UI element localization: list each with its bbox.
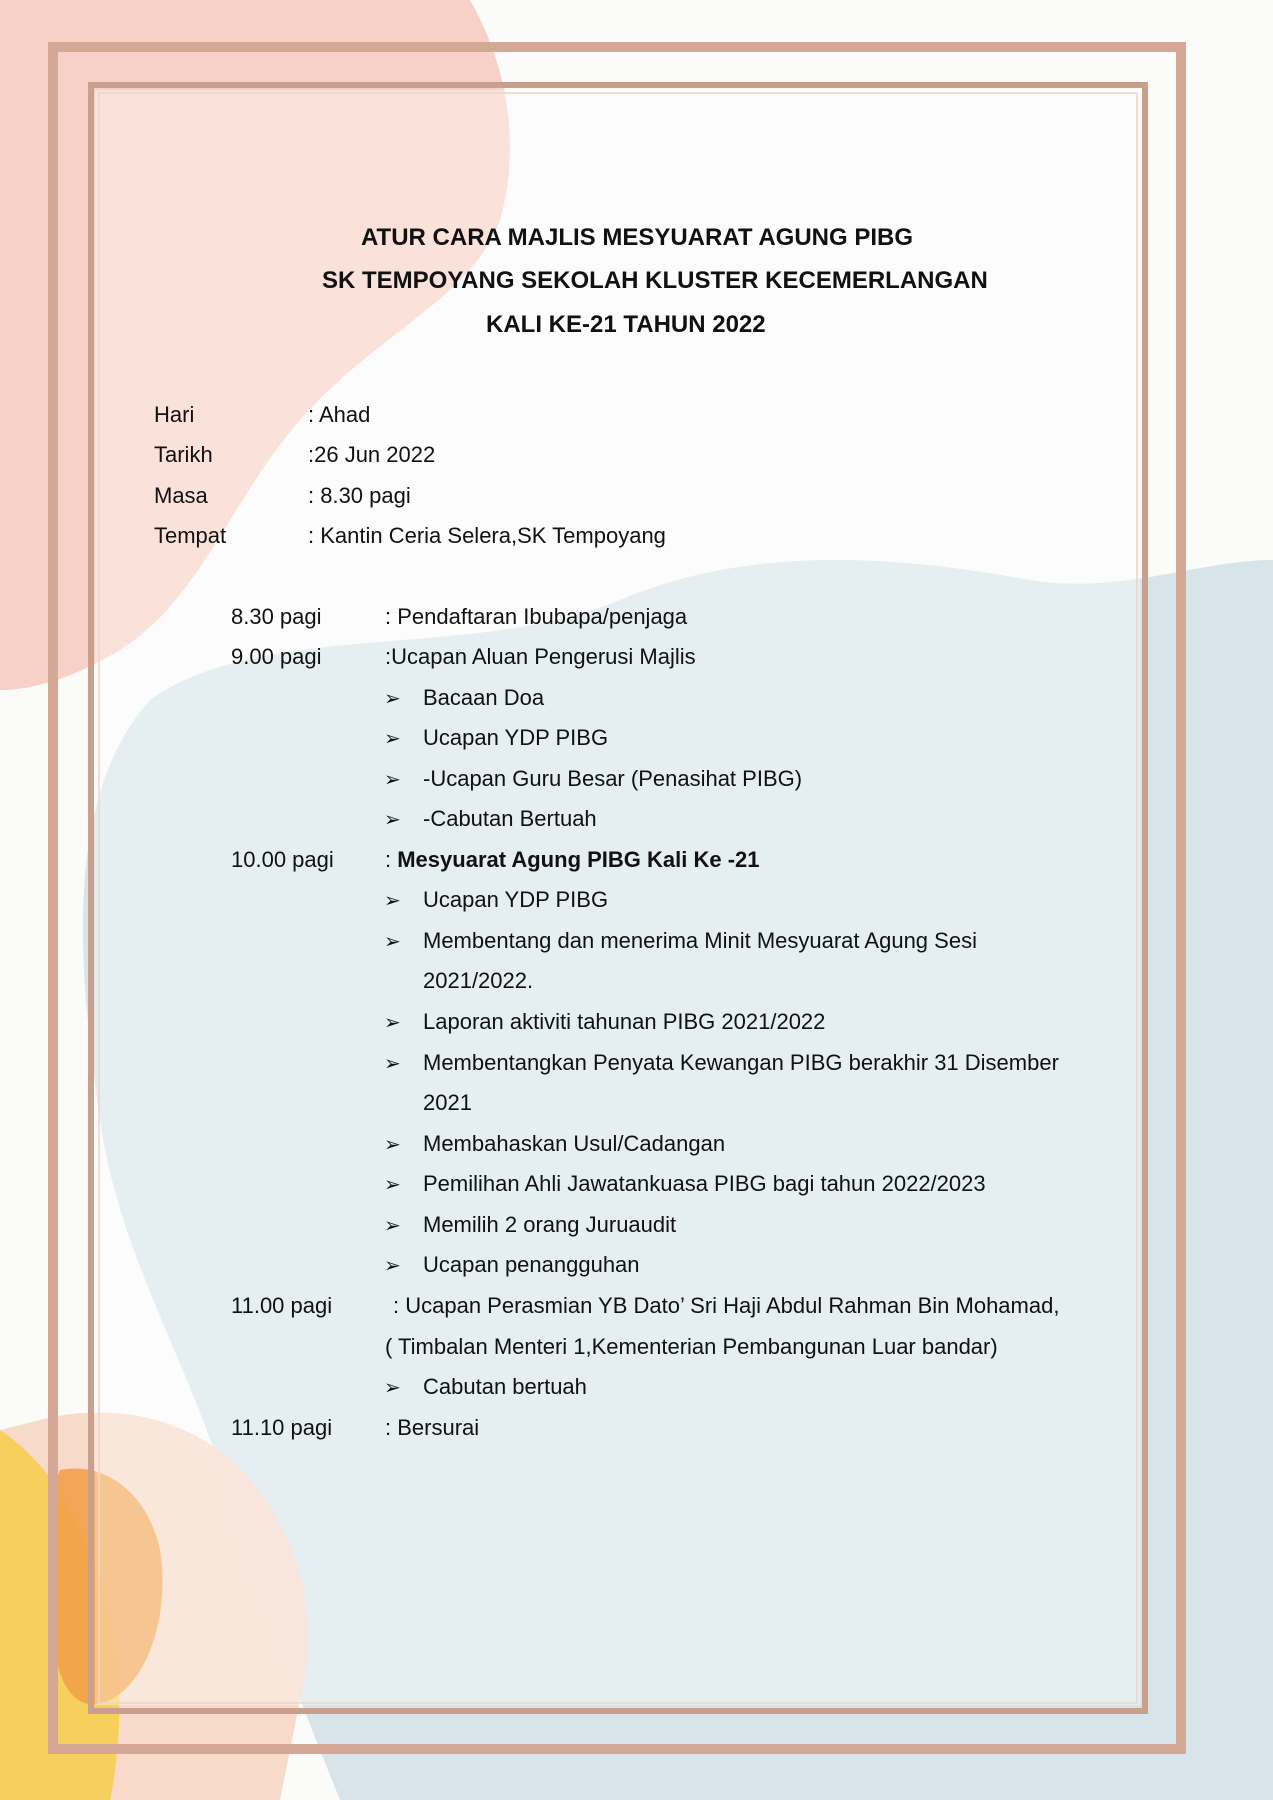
bullet-arrow-icon: ➢ <box>384 1377 401 1399</box>
hari-label: Hari <box>154 402 195 427</box>
bullet-arrow-icon: ➢ <box>384 1012 401 1034</box>
agenda-item: Membahaskan Usul/Cadangan <box>423 1131 726 1156</box>
meeting-title: Mesyuarat Agung PIBG Kali Ke -21 <box>397 847 760 872</box>
schedule-time-1100: 11.00 pagi <box>231 1293 333 1318</box>
schedule-desc-1110: : Bersurai <box>385 1415 480 1440</box>
schedule-time-1110: 11.10 pagi <box>231 1415 333 1440</box>
bullet-arrow-icon: ➢ <box>384 1174 401 1196</box>
schedule-desc-1000 <box>385 847 760 873</box>
schedule-colon: : <box>385 847 398 872</box>
masa-value: : 8.30 pagi <box>308 483 411 508</box>
tempat-value: : Kantin Ceria Selera,SK Tempoyang <box>308 523 666 548</box>
masa-label: Masa <box>154 483 208 508</box>
bullet-arrow-icon: ➢ <box>384 809 401 831</box>
agenda-item: Bacaan Doa <box>423 685 545 710</box>
agenda-item: Ucapan YDP PIBG <box>423 887 609 912</box>
tempat-label: Tempat <box>154 523 227 548</box>
agenda-item: Cabutan bertuah <box>423 1374 587 1399</box>
bullet-arrow-icon: ➢ <box>384 1255 401 1277</box>
schedule-time-1000: 10.00 pagi <box>231 847 334 872</box>
title-line-2: SK TEMPOYANG SEKOLAH KLUSTER KECEMERLANGAN <box>322 267 988 294</box>
schedule-time-830: 8.30 pagi <box>231 604 322 629</box>
bullet-arrow-icon: ➢ <box>384 1134 401 1156</box>
bullet-arrow-icon: ➢ <box>384 728 401 750</box>
schedule-desc-830: : Pendaftaran Ibubapa/penjaga <box>385 604 688 629</box>
agenda-item: Pemilihan Ahli Jawatankuasa PIBG bagi tahun 2022/2023 <box>423 1171 986 1196</box>
agenda-item: Ucapan penangguhan <box>423 1252 640 1277</box>
schedule-desc-900: :Ucapan Aluan Pengerusi Majlis <box>385 644 696 669</box>
bullet-arrow-icon: ➢ <box>384 769 401 791</box>
title-line-3: KALI KE-21 TAHUN 2022 <box>486 311 766 338</box>
agenda-item-continuation: 2021 <box>423 1090 472 1115</box>
schedule-desc-1100: : Ucapan Perasmian YB Dato’ Sri Haji Abdul Rahman Bin Mohamad, <box>393 1293 1060 1318</box>
bullet-arrow-icon: ➢ <box>384 931 401 953</box>
title-line-1: ATUR CARA MAJLIS MESYUARAT AGUNG PIBG <box>361 224 913 251</box>
tarikh-value: :26 Jun 2022 <box>308 442 436 467</box>
agenda-item: Laporan aktiviti tahunan PIBG 2021/2022 <box>423 1009 826 1034</box>
bullet-arrow-icon: ➢ <box>384 890 401 912</box>
agenda-item: Memilih 2 orang Juruaudit <box>423 1212 677 1237</box>
agenda-item-continuation: 2021/2022. <box>423 968 534 993</box>
bullet-arrow-icon: ➢ <box>384 1215 401 1237</box>
agenda-item: Membentangkan Penyata Kewangan PIBG berakhir 31 Disember <box>423 1050 1059 1075</box>
schedule-time-900: 9.00 pagi <box>231 644 322 669</box>
agenda-item: -Ucapan Guru Besar (Penasihat PIBG) <box>423 766 803 791</box>
agenda-item: Ucapan YDP PIBG <box>423 725 609 750</box>
schedule-desc-1100-line2: ( Timbalan Menteri 1,Kementerian Pembangunan Luar bandar) <box>385 1334 998 1359</box>
bullet-arrow-icon: ➢ <box>384 1053 401 1075</box>
agenda-item: Membentang dan menerima Minit Mesyuarat Agung Sesi <box>423 928 977 953</box>
hari-value: : Ahad <box>308 402 371 427</box>
agenda-item: -Cabutan Bertuah <box>423 806 597 831</box>
bullet-arrow-icon: ➢ <box>384 688 401 710</box>
tarikh-label: Tarikh <box>154 442 213 467</box>
